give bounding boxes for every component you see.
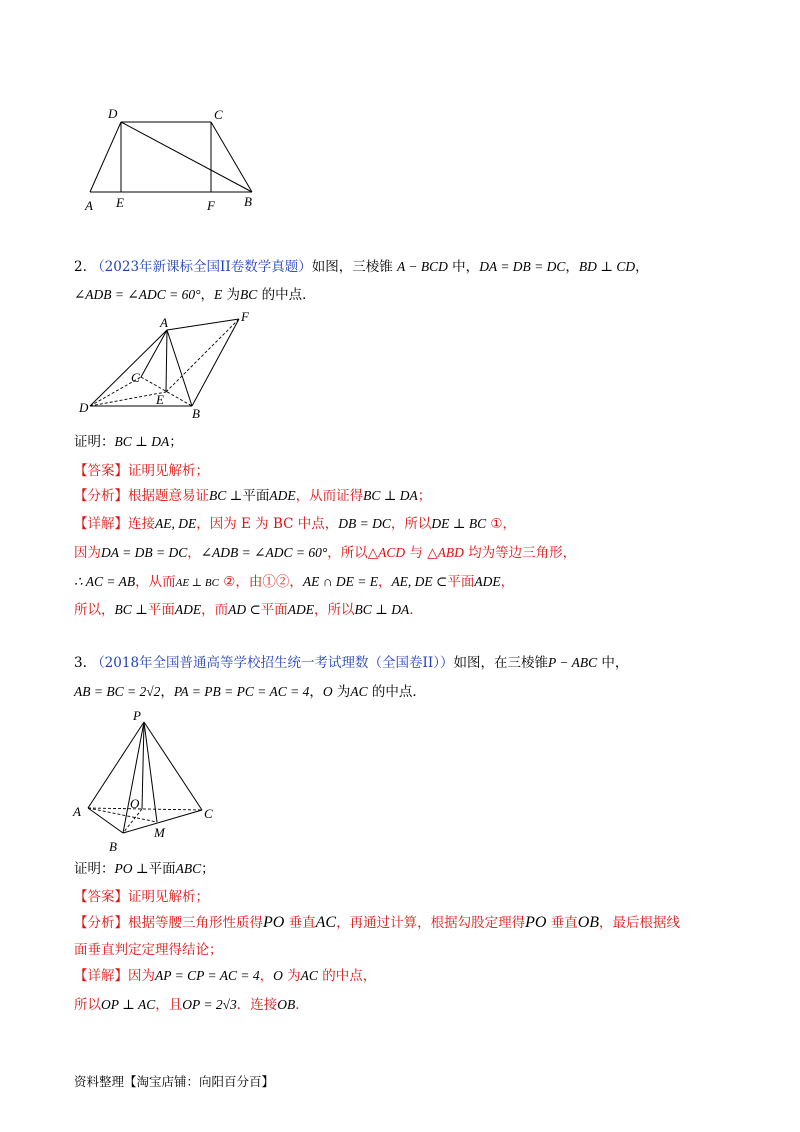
detail-text: 因为 bbox=[74, 545, 101, 561]
q3-math: AB = BC = 2√2 bbox=[74, 684, 161, 699]
q2-prove bbox=[74, 433, 183, 451]
q3-answer bbox=[74, 888, 209, 906]
q3-line2 bbox=[74, 683, 426, 701]
label-O: O bbox=[130, 796, 140, 811]
detail-tag: 【详解】 bbox=[74, 968, 128, 984]
detail-math: ∠ADB = ∠ADC = 60° bbox=[200, 545, 328, 560]
detail-math: AE, DE bbox=[155, 516, 197, 531]
analysis-text: ，再通过计算，根据勾股定理得 bbox=[336, 915, 526, 931]
q2-source: （2023年新课标全国II卷数学真题） bbox=[91, 259, 312, 275]
q2-math: DA = DB = DC bbox=[479, 259, 566, 274]
q3-text: 如图，在三棱锥 bbox=[453, 655, 548, 671]
q2-text: ， bbox=[565, 259, 579, 275]
detail-text: ，从而 bbox=[135, 574, 176, 590]
q3-prove bbox=[74, 860, 215, 878]
detail-math: DB = DC bbox=[338, 516, 391, 531]
q2-math: E bbox=[213, 287, 223, 302]
detail-math: BC ⊥ DA bbox=[354, 602, 410, 617]
q3-text: 中， bbox=[597, 655, 629, 671]
detail-text: 为 bbox=[282, 968, 301, 984]
q2-math: BC bbox=[240, 287, 258, 302]
q3-text: 的中点． bbox=[367, 684, 426, 700]
detail-text: 所以， bbox=[74, 602, 115, 618]
q2-math: A − BCD bbox=[397, 259, 448, 274]
detail-text: ， bbox=[500, 574, 515, 590]
label-D: D bbox=[108, 106, 118, 121]
detail-math: AP = CP = AC = 4 bbox=[155, 968, 260, 983]
detail-text: ， bbox=[187, 545, 201, 561]
label-E: E bbox=[156, 392, 164, 407]
label-P: P bbox=[133, 708, 141, 723]
label-A: A bbox=[85, 198, 93, 213]
q2-math: BC ⊥ DA bbox=[114, 434, 170, 449]
analysis-tag: 【分析】 bbox=[74, 915, 128, 931]
detail-math: AC bbox=[300, 968, 318, 983]
detail-text: ．连接 bbox=[236, 997, 278, 1013]
analysis-text: ； bbox=[417, 488, 432, 504]
q3-math: O bbox=[322, 684, 333, 699]
analysis-tag: 【分析】 bbox=[74, 488, 128, 504]
analysis-text: 根据等腰三角形性质得 bbox=[128, 915, 263, 931]
pyramid-abcd-figure bbox=[76, 310, 266, 425]
detail-math: ABD bbox=[437, 545, 464, 560]
q3-number: 3. bbox=[74, 655, 87, 671]
detail-text: ，所以 bbox=[390, 516, 432, 532]
label-B: B bbox=[192, 406, 200, 421]
detail-math: ∴ AC = AB bbox=[74, 574, 136, 589]
detail-text: 平面 bbox=[147, 602, 175, 618]
analysis-text: ，从而证得 bbox=[295, 488, 364, 504]
analysis-text: 根据题意易证 bbox=[128, 488, 209, 504]
q2-detail-4 bbox=[74, 601, 423, 619]
detail-math: ADE bbox=[174, 602, 202, 617]
label-D: D bbox=[79, 400, 89, 415]
detail-text: 所以 bbox=[74, 997, 101, 1013]
label-E: E bbox=[116, 195, 124, 210]
detail-math: AE ∩ DE = E bbox=[302, 574, 378, 589]
q3-text: 平面 bbox=[148, 861, 176, 877]
q3-math: PA = PB = PC = AC = 4 bbox=[173, 684, 310, 699]
q2-math: BD ⊥ CD bbox=[578, 259, 636, 274]
label-B: B bbox=[109, 839, 117, 854]
detail-math: ADE bbox=[287, 602, 315, 617]
q2-text: ， bbox=[200, 287, 214, 303]
detail-math: OB bbox=[277, 997, 296, 1012]
analysis-math: BC ⊥ bbox=[209, 488, 243, 503]
analysis-text: ，最后根据线 bbox=[599, 915, 681, 931]
answer-tag: 【答案】 bbox=[74, 463, 128, 479]
q3-detail-1 bbox=[74, 967, 376, 985]
q3-text: ， bbox=[160, 684, 174, 700]
analysis-math: AC bbox=[315, 914, 337, 931]
detail-math: AE, DE ⊂ bbox=[391, 574, 448, 589]
detail-text: ， bbox=[377, 574, 392, 590]
analysis-math: PO bbox=[263, 914, 285, 931]
q3-math: AC bbox=[350, 684, 368, 699]
detail-text: ， bbox=[259, 968, 274, 984]
q2-text: ， bbox=[635, 259, 649, 275]
q2-text: 为 bbox=[222, 287, 241, 303]
detail-text: 与 △ bbox=[405, 545, 438, 561]
q3-text: ； bbox=[201, 861, 215, 877]
label-A: A bbox=[73, 804, 81, 819]
detail-math: ACD bbox=[378, 545, 406, 560]
detail-text: ，因为 E 为 BC 中点， bbox=[196, 516, 339, 532]
analysis-math: ADE bbox=[269, 488, 296, 503]
analysis-math: OB bbox=[577, 914, 600, 931]
detail-math: AD ⊂ bbox=[228, 602, 261, 617]
detail-tag: 【详解】 bbox=[74, 516, 128, 532]
analysis-text: 面垂直判定定理得结论； bbox=[74, 942, 223, 958]
q2-detail-1 bbox=[74, 515, 516, 533]
label-F: F bbox=[207, 198, 215, 213]
q2-text: 中， bbox=[447, 259, 480, 275]
detail-text: ，且 bbox=[155, 997, 183, 1013]
detail-text: ． bbox=[409, 602, 423, 618]
analysis-text: 平面 bbox=[242, 488, 270, 504]
q3-text: ， bbox=[309, 684, 323, 700]
detail-text: 的中点， bbox=[317, 968, 377, 984]
detail-math: DA = DB = DC bbox=[101, 545, 188, 560]
detail-math: AE ⊥ BC bbox=[175, 577, 219, 589]
label-F: F bbox=[241, 310, 249, 324]
detail-math: BC ⊥ bbox=[114, 602, 148, 617]
answer-text: 证明见解析； bbox=[128, 889, 209, 905]
q2-detail-3 bbox=[74, 573, 514, 592]
q2-line2 bbox=[74, 286, 316, 304]
detail-text: 连接 bbox=[128, 516, 155, 532]
label-C: C bbox=[131, 370, 140, 385]
q2-text: 如图，三棱锥 bbox=[311, 259, 398, 275]
q2-detail-2 bbox=[74, 544, 576, 562]
detail-text: ，所以△ bbox=[327, 545, 379, 561]
detail-text: 均为等边三角形， bbox=[463, 545, 577, 561]
q3-analysis-2 bbox=[74, 941, 223, 959]
detail-text: ． bbox=[295, 997, 309, 1013]
trapezoid-figure bbox=[80, 100, 280, 215]
analysis-math: PO bbox=[525, 914, 547, 931]
q3-source: （2018年全国普通高等学校招生统一考试理数（全国卷II）） bbox=[91, 655, 454, 671]
page-footer: 资料整理【淘宝店铺：向阳百分百】 bbox=[74, 1074, 275, 1089]
q3-analysis-1 bbox=[74, 914, 680, 932]
answer-text: 证明见解析； bbox=[128, 463, 209, 479]
analysis-text: 垂直 bbox=[284, 915, 316, 931]
q2-line1 bbox=[74, 258, 649, 276]
detail-math: DE ⊥ BC bbox=[431, 516, 487, 531]
label-B: B bbox=[244, 194, 252, 209]
label-C: C bbox=[204, 806, 213, 821]
q3-detail-2 bbox=[74, 996, 309, 1014]
analysis-text: 垂直 bbox=[546, 915, 578, 931]
analysis-math: BC ⊥ DA bbox=[363, 488, 418, 503]
label-C: C bbox=[214, 107, 223, 122]
q3-math: P − ABC bbox=[547, 655, 598, 670]
pyramid-pabc-figure bbox=[70, 706, 230, 856]
detail-text: 因为 bbox=[128, 968, 155, 984]
q2-analysis bbox=[74, 487, 431, 505]
q3-text: 为 bbox=[332, 684, 351, 700]
q2-text: 证明： bbox=[74, 434, 115, 450]
detail-text: ，所以 bbox=[314, 602, 355, 618]
answer-tag: 【答案】 bbox=[74, 889, 128, 905]
detail-math: OP ⊥ AC bbox=[101, 997, 156, 1012]
q3-math: ABC bbox=[175, 861, 202, 876]
detail-text: ①， bbox=[486, 516, 516, 532]
detail-text: 平面 bbox=[260, 602, 288, 618]
detail-math: ADE bbox=[474, 574, 501, 589]
q3-line1 bbox=[74, 654, 628, 672]
q2-math: ∠ADB = ∠ADC = 60° bbox=[74, 287, 201, 302]
detail-text: ，而 bbox=[201, 602, 229, 618]
detail-text: ②，由①②， bbox=[218, 574, 303, 590]
q2-text: 的中点． bbox=[257, 287, 316, 303]
q2-number: 2. bbox=[74, 259, 87, 275]
q2-text: ； bbox=[169, 434, 183, 450]
q3-text: 证明： bbox=[74, 861, 115, 877]
q2-answer bbox=[74, 462, 209, 480]
label-M: M bbox=[154, 825, 165, 840]
detail-text: 平面 bbox=[447, 574, 475, 590]
q3-math: PO ⊥ bbox=[114, 861, 149, 876]
detail-math: OP = 2√3 bbox=[182, 997, 237, 1012]
detail-math: O bbox=[273, 968, 283, 983]
label-A: A bbox=[160, 315, 168, 330]
